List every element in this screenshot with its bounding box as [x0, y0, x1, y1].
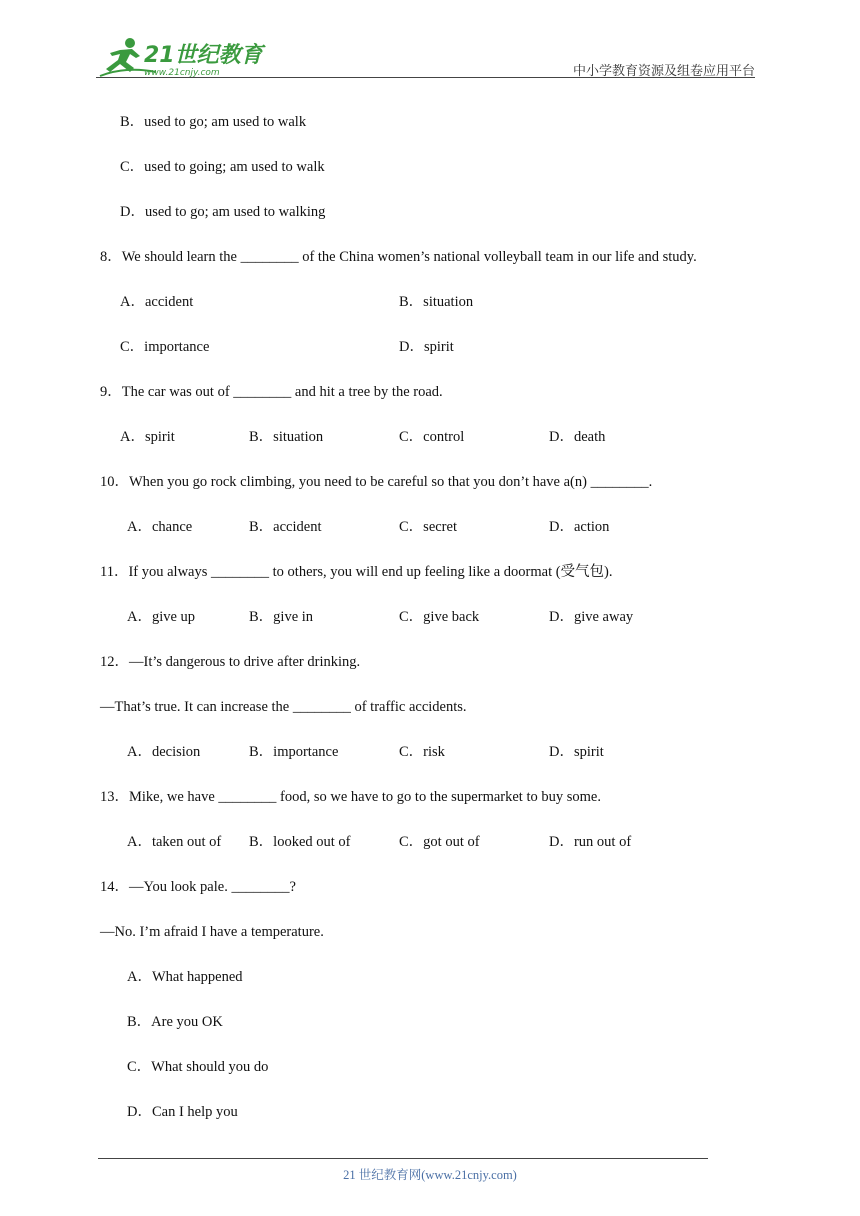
site-logo [96, 36, 266, 78]
q13-stem: 13．Mike, we have ________ food, so we have to go to the supermarket to buy some. [100, 789, 601, 805]
q8-stem: 8．We should learn the ________ of the China women’s national volleyball team in our life and study. [100, 249, 697, 265]
q7-option-b: B．used to go; am used to walk [120, 114, 307, 130]
q7-option-c: C．used to going; am used to walk [120, 159, 325, 175]
q14-option-a: A．What happened [127, 969, 243, 985]
site-name: 中小学教育资源及组卷应用平台 [572, 64, 755, 79]
q9-option-a: A．spirit [120, 429, 175, 445]
q14-option-b: B．Are you OK [127, 1014, 223, 1030]
q9-option-d: D．death [549, 429, 606, 445]
q12-option-d: D．spirit [549, 744, 604, 760]
q12-stem-reply: —That’s true. It can increase the ________ of traffic accidents. [100, 699, 467, 715]
footer-source: 21 世纪教育网(www.21cnjy.com) [343, 1168, 517, 1182]
q11-stem: 11．If you always ________ to others, you will end up feeling like a doormat (受气包). [100, 564, 613, 580]
q13-option-a: A．taken out of [127, 834, 222, 850]
q8-option-c: C．importance [120, 339, 210, 355]
q13-option-c: C．got out of [399, 834, 480, 850]
q10-stem: 10．When you go rock climbing, you need to be careful so that you don’t have a(n) ________. [100, 474, 653, 490]
q11-option-b: B．give in [249, 609, 314, 625]
q10-option-c: C．secret [399, 519, 457, 535]
q12-option-b: B．importance [249, 744, 339, 760]
q11-option-c: C．give back [399, 609, 480, 625]
q14-stem: 14．—You look pale. ________? [100, 879, 296, 895]
q11-option-a: A．give up [127, 609, 196, 625]
q12-stem: 12．—It’s dangerous to drive after drinking. [100, 654, 361, 670]
q11-option-d: D．give away [549, 609, 634, 625]
q12-option-c: C．risk [399, 744, 445, 760]
logo-url-text: www.21cnjy.com [144, 68, 220, 78]
q10-option-b: B．accident [249, 519, 322, 535]
q14-stem-reply: —No. I’m afraid I have a temperature. [100, 924, 324, 940]
q10-option-a: A．chance [127, 519, 193, 535]
q14-option-c: C．What should you do [127, 1059, 269, 1075]
q9-option-c: C．control [399, 429, 465, 445]
q8-option-b: B．situation [399, 294, 474, 310]
q14-option-d: D．Can I help you [127, 1104, 238, 1120]
logo-runner-icon [96, 36, 266, 78]
logo-main-text: 21世纪教育 [144, 43, 263, 68]
footer-divider [98, 1158, 708, 1159]
q9-stem: 9．The car was out of ________ and hit a tree by the road. [100, 384, 443, 400]
q10-option-d: D．action [549, 519, 610, 535]
q9-option-b: B．situation [249, 429, 324, 445]
q8-option-d: D．spirit [399, 339, 454, 355]
q7-option-d: D．used to go; am used to walking [120, 204, 326, 220]
q12-option-a: A．decision [127, 744, 201, 760]
q13-option-d: D．run out of [549, 834, 632, 850]
q8-option-a: A．accident [120, 294, 194, 310]
header-divider [96, 77, 755, 78]
q13-option-b: B．looked out of [249, 834, 351, 850]
